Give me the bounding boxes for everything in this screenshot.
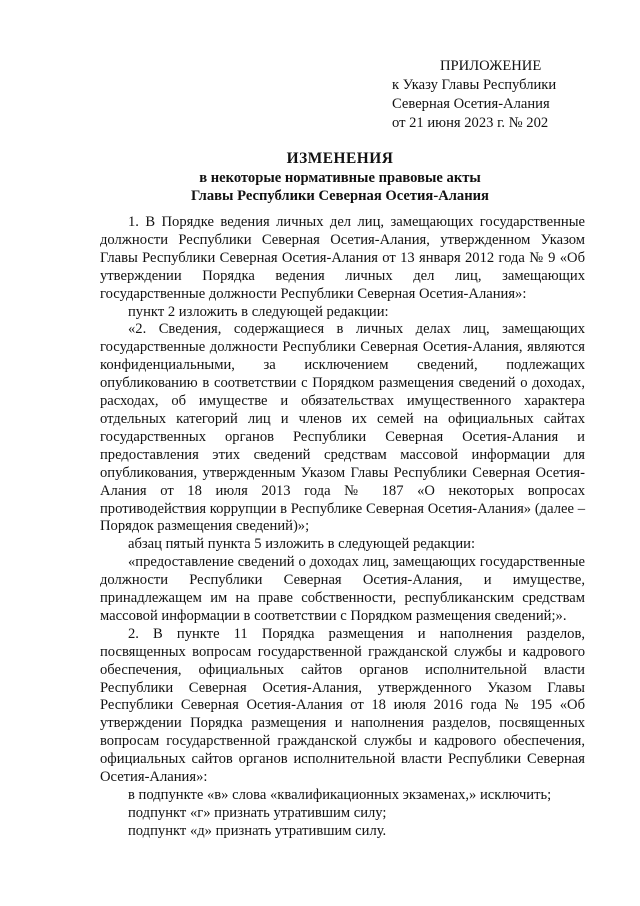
paragraph-point-2-intro: пункт 2 изложить в следующей редакции: [128,303,389,320]
document-subtitle-line2: Главы Республики Северная Осетия-Алания [191,188,489,204]
document-title: ИЗМЕНЕНИЯ [286,150,394,167]
paragraph-point-5-text: «предоставление сведений о доходах лиц, замещающих государственные должности Республики Северная Осетия-Алания, и имуществе, принадлежащем им на праве собственности, республиканским средствам массовой информации в соответствии с Порядком размещения сведений;». [100,554,585,624]
appendix-block [392,57,612,133]
paragraph-item-1: 1. В Порядке ведения личных дел лиц, замещающих государственные должности Республики Северная Осетия-Алания, утвержденном Указом Главы Республики Северная Осетия-Алания от 13 января 2012 года № 9 «Об утверждении Порядка ведения личных дел лиц, замещающих государственные должности Республики Северная Осетия-Алания»: [100,214,585,302]
paragraph-subitem-v: в подпункте «в» слова «квалификационных экзаменах,» исключить; [128,787,552,803]
paragraph-point-2-text: «2. Сведения, содержащиеся в личных делах лиц, замещающих государственные должности Республики Северная Осетия-Алания, являются конфиденциальными, за исключением сведений, подлежащих опубликованию в соответствии с Порядком размещения сведений о доходах, расходах, об имуществе и обязательствах имущественного характера отдельных категорий лиц и членов их семей на официальных сайтах государственных органов Республики Северная Осетия-Алания и предоставления этих сведений средствам массовой информации для опубликования, утвержденным Указом Главы Республики Северная Осетия-Алания от 18 июля 2013 года № 187 «О некоторых вопросах противодействия коррупции в Республике Северная Осетия-Алания» (далее – Порядок размещения сведений)»; [100,321,585,535]
document-subtitle-line1: в некоторые нормативные правовые акты [199,170,481,186]
appendix-decree-line: к Указу Главы Республики [392,77,557,93]
paragraph-subitem-g: подпункт «г» признать утратившим силу; [128,804,387,821]
appendix-date-line: от 21 июня 2023 г. № 202 [392,115,549,131]
paragraph-item-2: 2. В пункте 11 Порядка размещения и наполнения разделов, посвященных вопросам государственной гражданской службы и кадрового обеспечения, официальных сайтов органов исполнительной власти Республики Северная Осетия-Алания, утвержденного Указом Главы Республики Северная Осетия-Алания от 18 июля 2016 года № 195 «Об утверждении Порядка размещения и наполнения разделов, посвященных вопросам государственной гражданской службы и кадрового обеспечения, официальных сайтов органов исполнительной власти Республики Северная Осетия-Алания»: [100,625,585,786]
document-body [100,214,585,841]
appendix-label: ПРИЛОЖЕНИЕ [440,58,542,74]
paragraph-subitem-d: подпункт «д» признать утратившим силу. [128,822,387,839]
appendix-republic-line: Северная Осетия-Алания [392,96,550,112]
paragraph-point-5-intro: абзац пятый пункта 5 изложить в следующей редакции: [128,536,476,553]
